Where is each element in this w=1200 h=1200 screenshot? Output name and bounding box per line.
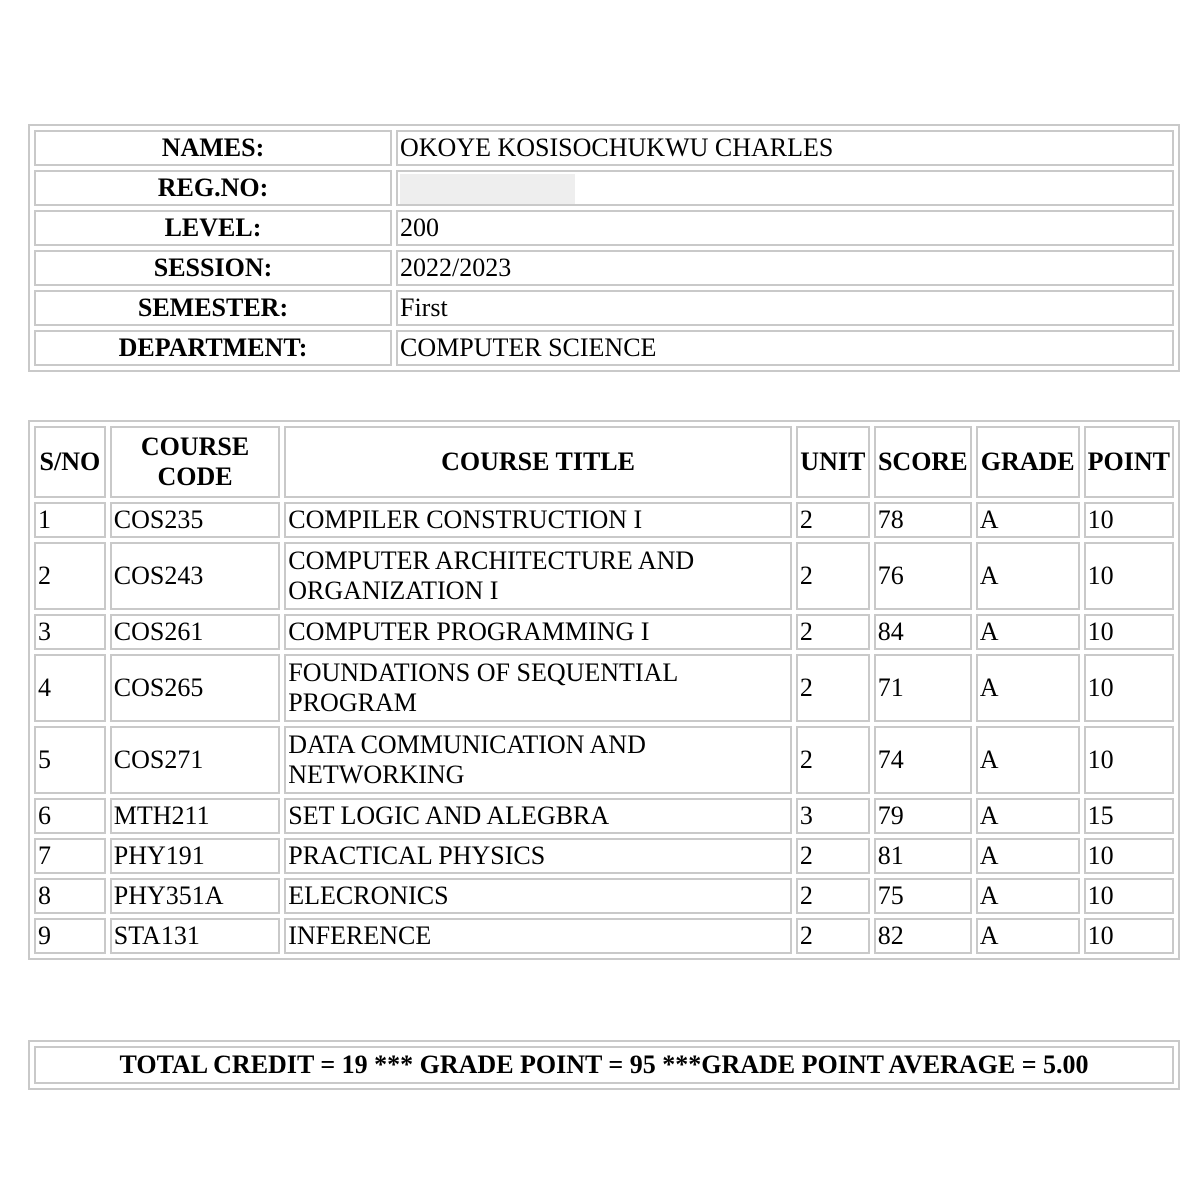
row-unit: 2	[796, 542, 870, 610]
row-sno: 2	[34, 542, 106, 610]
row-point: 15	[1084, 798, 1174, 834]
info-row-semester	[34, 290, 1174, 326]
row-course-title	[284, 502, 792, 538]
row-point: 10	[1084, 614, 1174, 650]
row-point: 10	[1084, 838, 1174, 874]
names-value: OKOYE KOSISOCHUKWU CHARLES	[396, 130, 1174, 166]
row-grade: A	[976, 502, 1080, 538]
course-title-line1: INFERENCE	[288, 921, 432, 950]
row-course-title	[284, 918, 792, 954]
row-unit: 3	[796, 798, 870, 834]
course-title-line1: COMPUTER ARCHITECTURE AND	[288, 546, 695, 575]
table-row	[34, 798, 1174, 834]
row-course-title	[284, 838, 792, 874]
header-unit: UNIT	[796, 426, 870, 498]
row-course-code: COS261	[110, 614, 280, 650]
row-course-title	[284, 654, 792, 722]
table-row	[34, 654, 1174, 722]
row-sno: 4	[34, 654, 106, 722]
row-sno: 1	[34, 502, 106, 538]
info-row-regno	[34, 170, 1174, 206]
row-point: 10	[1084, 502, 1174, 538]
row-course-code: COS235	[110, 502, 280, 538]
info-row-level	[34, 210, 1174, 246]
table-row	[34, 918, 1174, 954]
row-score: 76	[874, 542, 972, 610]
row-course-title	[284, 614, 792, 650]
row-course-code: MTH211	[110, 798, 280, 834]
department-label: DEPARTMENT:	[34, 330, 392, 366]
row-course-code: COS271	[110, 726, 280, 794]
header-course-code	[110, 426, 280, 498]
row-sno: 7	[34, 838, 106, 874]
course-title-line1: SET LOGIC AND ALEGBRA	[288, 801, 610, 830]
course-title-line1: ELECRONICS	[288, 881, 449, 910]
row-score: 71	[874, 654, 972, 722]
row-point: 10	[1084, 918, 1174, 954]
row-course-code: STA131	[110, 918, 280, 954]
level-label: LEVEL:	[34, 210, 392, 246]
row-course-title	[284, 878, 792, 914]
row-unit: 2	[796, 654, 870, 722]
row-grade: A	[976, 726, 1080, 794]
row-unit: 2	[796, 614, 870, 650]
row-point: 10	[1084, 542, 1174, 610]
row-grade: A	[976, 542, 1080, 610]
session-label: SESSION:	[34, 250, 392, 286]
row-sno: 8	[34, 878, 106, 914]
row-sno: 6	[34, 798, 106, 834]
row-grade: A	[976, 654, 1080, 722]
summary-table	[28, 1040, 1180, 1090]
row-course-title	[284, 542, 792, 610]
redacted-regno-box	[400, 174, 575, 204]
row-score: 78	[874, 502, 972, 538]
row-sno: 3	[34, 614, 106, 650]
regno-label: REG.NO:	[34, 170, 392, 206]
row-score: 74	[874, 726, 972, 794]
row-score: 79	[874, 798, 972, 834]
header-grade: GRADE	[976, 426, 1080, 498]
header-course-code-line2: CODE	[157, 462, 233, 491]
semester-value: First	[396, 290, 1174, 326]
header-score: SCORE	[874, 426, 972, 498]
course-title-line1: FOUNDATIONS OF SEQUENTIAL	[288, 658, 679, 687]
row-grade: A	[976, 798, 1080, 834]
student-info-table	[28, 124, 1180, 372]
row-course-code: PHY351A	[110, 878, 280, 914]
course-title-line2: NETWORKING	[288, 760, 465, 789]
summary-text: TOTAL CREDIT = 19 *** GRADE POINT = 95 ***GRADE POINT AVERAGE = 5.00	[34, 1046, 1174, 1084]
row-unit: 2	[796, 838, 870, 874]
header-point: POINT	[1084, 426, 1174, 498]
row-unit: 2	[796, 918, 870, 954]
row-course-title	[284, 726, 792, 794]
row-grade: A	[976, 878, 1080, 914]
course-title-line1: COMPILER CONSTRUCTION I	[288, 505, 643, 534]
semester-label: SEMESTER:	[34, 290, 392, 326]
info-row-department	[34, 330, 1174, 366]
table-row	[34, 878, 1174, 914]
row-course-code: PHY191	[110, 838, 280, 874]
course-results-table	[28, 420, 1180, 960]
course-title-line1: PRACTICAL PHYSICS	[288, 841, 546, 870]
row-course-code: COS243	[110, 542, 280, 610]
row-score: 84	[874, 614, 972, 650]
session-value: 2022/2023	[396, 250, 1174, 286]
row-score: 81	[874, 838, 972, 874]
row-grade: A	[976, 838, 1080, 874]
info-row-names	[34, 130, 1174, 166]
regno-value	[396, 170, 1174, 206]
row-unit: 2	[796, 878, 870, 914]
info-row-session	[34, 250, 1174, 286]
results-body	[34, 502, 1174, 954]
header-course-title: COURSE TITLE	[284, 426, 792, 498]
row-unit: 2	[796, 726, 870, 794]
row-sno: 9	[34, 918, 106, 954]
level-value: 200	[396, 210, 1174, 246]
department-value: COMPUTER SCIENCE	[396, 330, 1174, 366]
table-row	[34, 838, 1174, 874]
names-label: NAMES:	[34, 130, 392, 166]
row-grade: A	[976, 614, 1080, 650]
row-point: 10	[1084, 654, 1174, 722]
header-sno: S/NO	[34, 426, 106, 498]
row-course-code: COS265	[110, 654, 280, 722]
course-title-line1: COMPUTER PROGRAMMING I	[288, 617, 650, 646]
row-point: 10	[1084, 878, 1174, 914]
summary-row	[34, 1046, 1174, 1084]
course-title-line1: DATA COMMUNICATION AND	[288, 730, 646, 759]
results-header-row	[34, 426, 1174, 498]
row-unit: 2	[796, 502, 870, 538]
course-title-line2: PROGRAM	[288, 688, 417, 717]
row-grade: A	[976, 918, 1080, 954]
row-sno: 5	[34, 726, 106, 794]
row-point: 10	[1084, 726, 1174, 794]
table-row	[34, 726, 1174, 794]
table-row	[34, 502, 1174, 538]
course-title-line2: ORGANIZATION I	[288, 576, 499, 605]
header-course-code-line1: COURSE	[140, 432, 250, 461]
row-course-title	[284, 798, 792, 834]
row-score: 75	[874, 878, 972, 914]
table-row	[34, 542, 1174, 610]
row-score: 82	[874, 918, 972, 954]
table-row	[34, 614, 1174, 650]
